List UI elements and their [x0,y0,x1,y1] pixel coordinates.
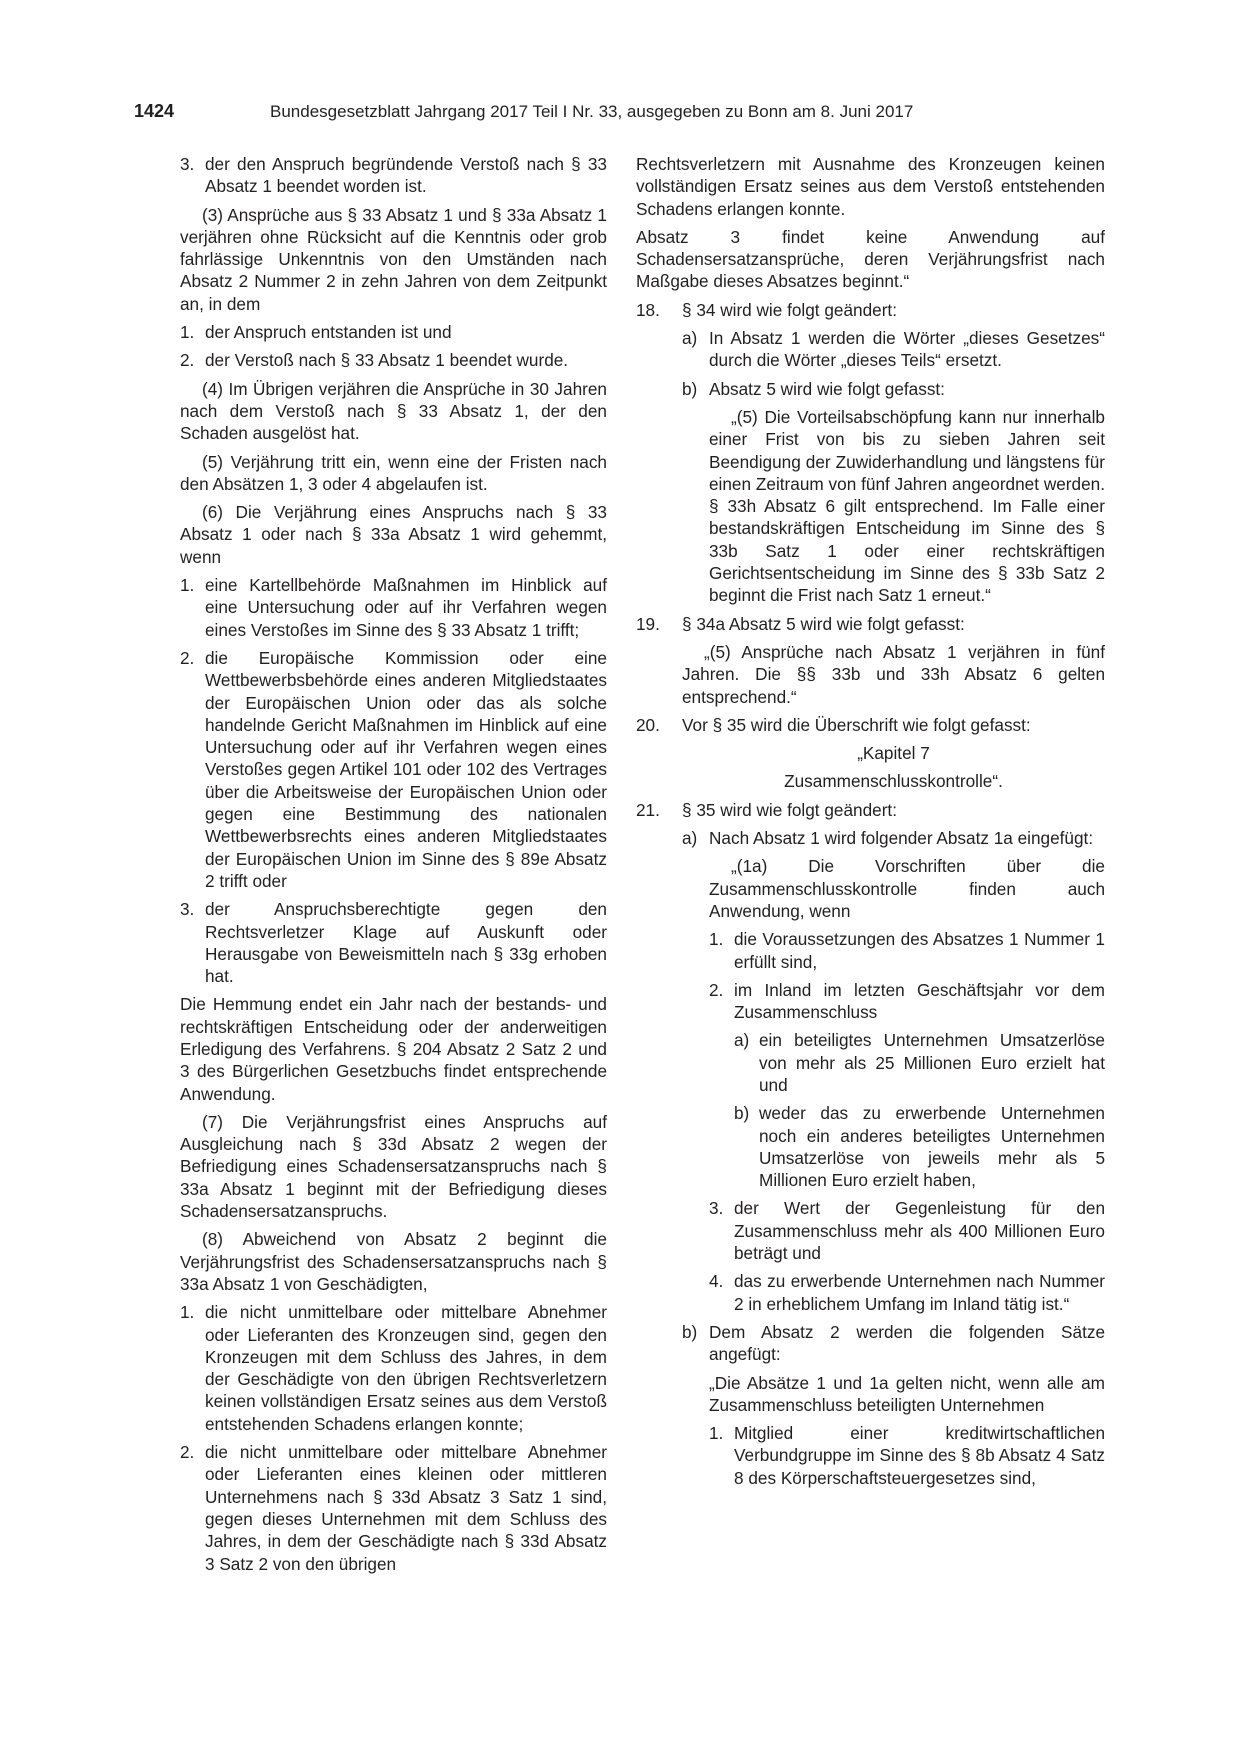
list-item: 2. der Verstoß nach § 33 Absatz 1 beendet wurde. [180,350,569,371]
list-item: 1. Mitglied einer kreditwirtschaftlichen Verbundgruppe im Sinne des § 8b Absatz 4 Satz 8 des Körperschaftsteuergesetzes sind, [709,1423,1105,1488]
list-item: 2. die nicht unmittelbare oder mittelbare Abnehmer oder Lieferanten eines kleinen oder mittleren Unternehmens nach § 33d Absatz 3 Satz 1 sind, gegen dieses Unternehmen mit dem Schluss des Jahres, in dem der Geschädigte nach § 33d Absatz 3 Satz 2 von den übrigen [180,1442,607,1574]
list-item: 2. die Europäische Kommission oder eine Wettbewerbsbehörde eines anderen Mitgliedstaates der Europäischen Union oder das als solche handelnde Gericht Maßnahmen im Hinblick auf eine Untersuchung oder auf ihr Verfahren wegen eines Verstoßes gegen Artikel 101 oder 102 des Vertrages über die Arbeitsweise der Europäischen Union oder gegen eine Bestimmung des nationalen Wettbewerbsrechts eines anderen Mitgliedstaates der Europäischen Union im Sinne des § 89e Absatz 2 trifft oder [180,647,607,891]
list-item: 3. der Anspruchsberechtigte gegen den Rechtsverletzer Klage auf Auskunft oder Herausgabe von Beweismitteln nach § 33g erhoben hat. [180,899,607,987]
sub-item: a) Nach Absatz 1 wird folgender Absatz 1a eingefügt: [682,828,1094,849]
right-column [636,153,1105,1495]
list-item: 3. der den Anspruch begründende Verstoß nach § 33 Absatz 1 beendet worden ist. [180,154,607,197]
left-column [180,153,607,1581]
list-item: 2. im Inland im letzten Geschäftsjahr vor dem Zusammenschluss [709,979,1105,1023]
list-item: a) ein beteiligtes Unternehmen Umsatzerlöse von mehr als 25 Millionen Euro erzielt hat und [734,1030,1105,1095]
paragraph-4: (4) Im Übrigen verjähren die Ansprüche in 30 Jahren nach dem Verstoß nach § 33 Absatz 1, der den Schaden ausgelöst hat. [180,378,607,444]
paragraph-7: (7) Die Verjährungsfrist eines Anspruchs auf Ausgleichung nach § 33d Absatz 2 wegen der Befriedigung eines Schadensersatzanspruchs nach § 33a Absatz 1 beginnt mit der Befriedigung dieses Schadensersatzanspruchs. [180,1111,607,1222]
chapter-heading: „Kapitel 7 [857,743,930,764]
quoted-text: „(5) Ansprüche nach Absatz 1 verjähren in fünf Jahren. Die §§ 33b und 33h Absatz 6 gelten entsprechend.“ [682,641,1105,707]
continuation-text-2: Absatz 3 findet keine Anwendung auf Schadensersatzansprüche, deren Verjährungsfrist nach Maßgabe dieses Absatzes beginnt.“ [636,226,1105,292]
quoted-text: „(1a) Die Vorschriften über die Zusammenschlusskontrolle finden auch Anwendung, wenn [709,856,1105,921]
list-item: b) weder das zu erwerbende Unternehmen noch ein anderes beteiligtes Unternehmen Umsatzerlöse von jeweils mehr als 5 Millionen Euro erzielt haben, [734,1103,1105,1191]
amendment-19: 19. § 34a Absatz 5 wird wie folgt gefasst: „(5) Ansprüche nach Absatz 1 verjähren in fünf Jahren. Die §§ 33b und 33h Absatz 6 gelten entsprechend.“ [636,613,1105,707]
paragraph-5: (5) Verjährung tritt ein, wenn eine der Fristen nach den Absätzen 1, 3 oder 4 abgelaufen ist. [180,451,607,494]
list-item: 4. das zu erwerbende Unternehmen nach Nummer 2 in erheblichem Umfang im Inland tätig ist.“ [709,1271,1105,1314]
sub-item: b) Absatz 5 wird wie folgt gefasst: [682,378,945,399]
continuation-text: Rechtsverletzern mit Ausnahme des Kronzeugen keinen vollständigen Ersatz seines aus dem Verstoß entstehenden Schadens erlangen konnte. [636,154,1105,219]
list-item: 1. die nicht unmittelbare oder mittelbare Abnehmer oder Lieferanten des Kronzeugen sind, gegen den Kronzeugen mit dem Schluss des Jahres, in dem der Geschädigte von den übrigen Rechtsverletzern keinen vollständigen Ersatz seines aus dem Verstoß entstehenden Schadens erlangen konnte; [180,1302,607,1434]
quoted-text: „Die Absätze 1 und 1a gelten nicht, wenn alle am Zusammenschluss beteiligten Unternehmen [709,1372,1105,1415]
paragraph-3: (3) Ansprüche aus § 33 Absatz 1 und § 33a Absatz 1 verjähren ohne Rücksicht auf die Kenntnis oder grob fahrlässige Unkenntnis von den Umständen nach Absatz 2 Nummer 2 in zehn Jahren von dem Zeitpunkt an, in dem [180,204,607,314]
list-item: 1. eine Kartellbehörde Maßnahmen im Hinblick auf eine Untersuchung oder auf ihr Verfahren wegen eines Verstoßes im Sinne des § 33 Absatz 1 trifft; [180,575,607,640]
amendment-18: 18. § 34 wird wie folgt geändert: a) In Absatz 1 werden die Wörter „dieses Gesetzes“ durch die Wörter „dieses Teils“ ersetzt. b) Absatz 5 wird wie folgt gefasst: „(5) Die Vorteilsabschöpfung kann nur innerhalb einer Frist von bis zu sieben Jahren seit Beendigung der Zuwiderhandlung und längstens für einen Zeitraum von fünf Jahren angeordnet werden. § 33h Absatz 6 gilt entsprechend. Im Falle einer bestandskräftigen Entscheidung im Sinne des § 33b Satz 1 oder einer rechtskräftigen Gerichtsentscheidung im Sinne des § 33b Satz 2 beginnt die Frist nach Satz 1 erneut.“ [636,299,1105,606]
list-item: 1. die Voraussetzungen des Absatzes 1 Nummer 1 erfüllt sind, [709,929,1105,972]
sub-item: a) In Absatz 1 werden die Wörter „dieses Gesetzes“ durch die Wörter „dieses Teils“ ersetzt. [682,328,1105,371]
list-item: 1. der Anspruch entstanden ist und [180,322,452,343]
amendment-20: 20. Vor § 35 wird die Überschrift wie folgt gefasst: „Kapitel 7 Zusammenschlusskontrolle“. [682,714,1105,793]
list-item: 3. der Wert der Gegenleistung für den Zusammenschluss mehr als 400 Millionen Euro beträgt und [709,1198,1105,1264]
chapter-title: Zusammenschlusskontrolle“. [784,771,1003,792]
paragraph-6-end: Die Hemmung endet ein Jahr nach der bestands- und rechtskräftigen Entscheidung oder der anderweitigen Erledigung des Verfahrens. § 204 Absatz 2 Satz 2 und 3 des Bürgerlichen Gesetzbuchs findet entsprechende Anwendung. [180,994,607,1104]
amendment-21: 21. § 35 wird wie folgt geändert: a) Nach Absatz 1 wird folgender Absatz 1a eingefügt: „(1a) Die Vorschriften über die Zusammenschlusskontrolle finden auch Anwendung, wenn 1. die Voraussetzungen des Absatzes 1 Nummer 1 erfüllt sind, 2. im Inland im letzten Geschäftsjahr vor dem Zusammenschluss a) ein beteiligtes Unternehmen Umsatzerlöse von mehr als 25 Millionen Euro erzielt hat und b) weder das zu erwerbende Unternehmen noch ein anderes beteiligtes Unternehmen Umsatzerlöse von jeweils mehr als 5 Millionen Euro erzielt haben, 3. der Wert der Gegenleistung für den Zusammenschluss mehr als 400 Millionen Euro beträgt und 4. das zu erwerbende Unternehmen nach Nummer 2 in erheblichem Umfang im Inland tätig ist.“ b) Dem Absatz 2 werden die folgenden Sätze angefügt: „Die Absätze 1 und 1a gelten nicht, wenn alle am Zusammenschluss beteiligten Unternehmen 1. Mitglied einer kreditwirtschaftlichen Verbundgruppe im Sinne des § 8b Absatz 4 Satz 8 des Körperschaftsteuergesetzes sind, [636,799,1105,1488]
sub-item: b) Dem Absatz 2 werden die folgenden Sätze angefügt: [682,1321,1105,1365]
running-header: Bundesgesetzblatt Jahrgang 2017 Teil I Nr. 33, ausgegeben zu Bonn am 8. Juni 2017 [270,102,914,121]
quoted-text: „(5) Die Vorteilsabschöpfung kann nur innerhalb einer Frist von bis zu sieben Jahren seit Beendigung der Zuwiderhandlung und längstens für einen Zeitraum von fünf Jahren angeordnet werden. § 33h Absatz 6 gilt entsprechend. Im Falle einer bestandskräftigen Entscheidung im Sinne des § 33b Satz 1 oder einer rechtskräftigen Gerichtsentscheidung im Sinne des § 33b Satz 2 beginnt die Frist nach Satz 1 erneut.“ [709,406,1105,606]
paragraph-8: (8) Abweichend von Absatz 2 beginnt die Verjährungsfrist des Schadensersatzanspruchs nach § 33a Absatz 1 von Geschädigten, [180,1229,607,1294]
paragraph-6: (6) Die Verjährung eines Anspruchs nach § 33 Absatz 1 oder nach § 33a Absatz 1 wird gehemmt, wenn [180,502,607,567]
page-number: 1424 [134,101,175,121]
